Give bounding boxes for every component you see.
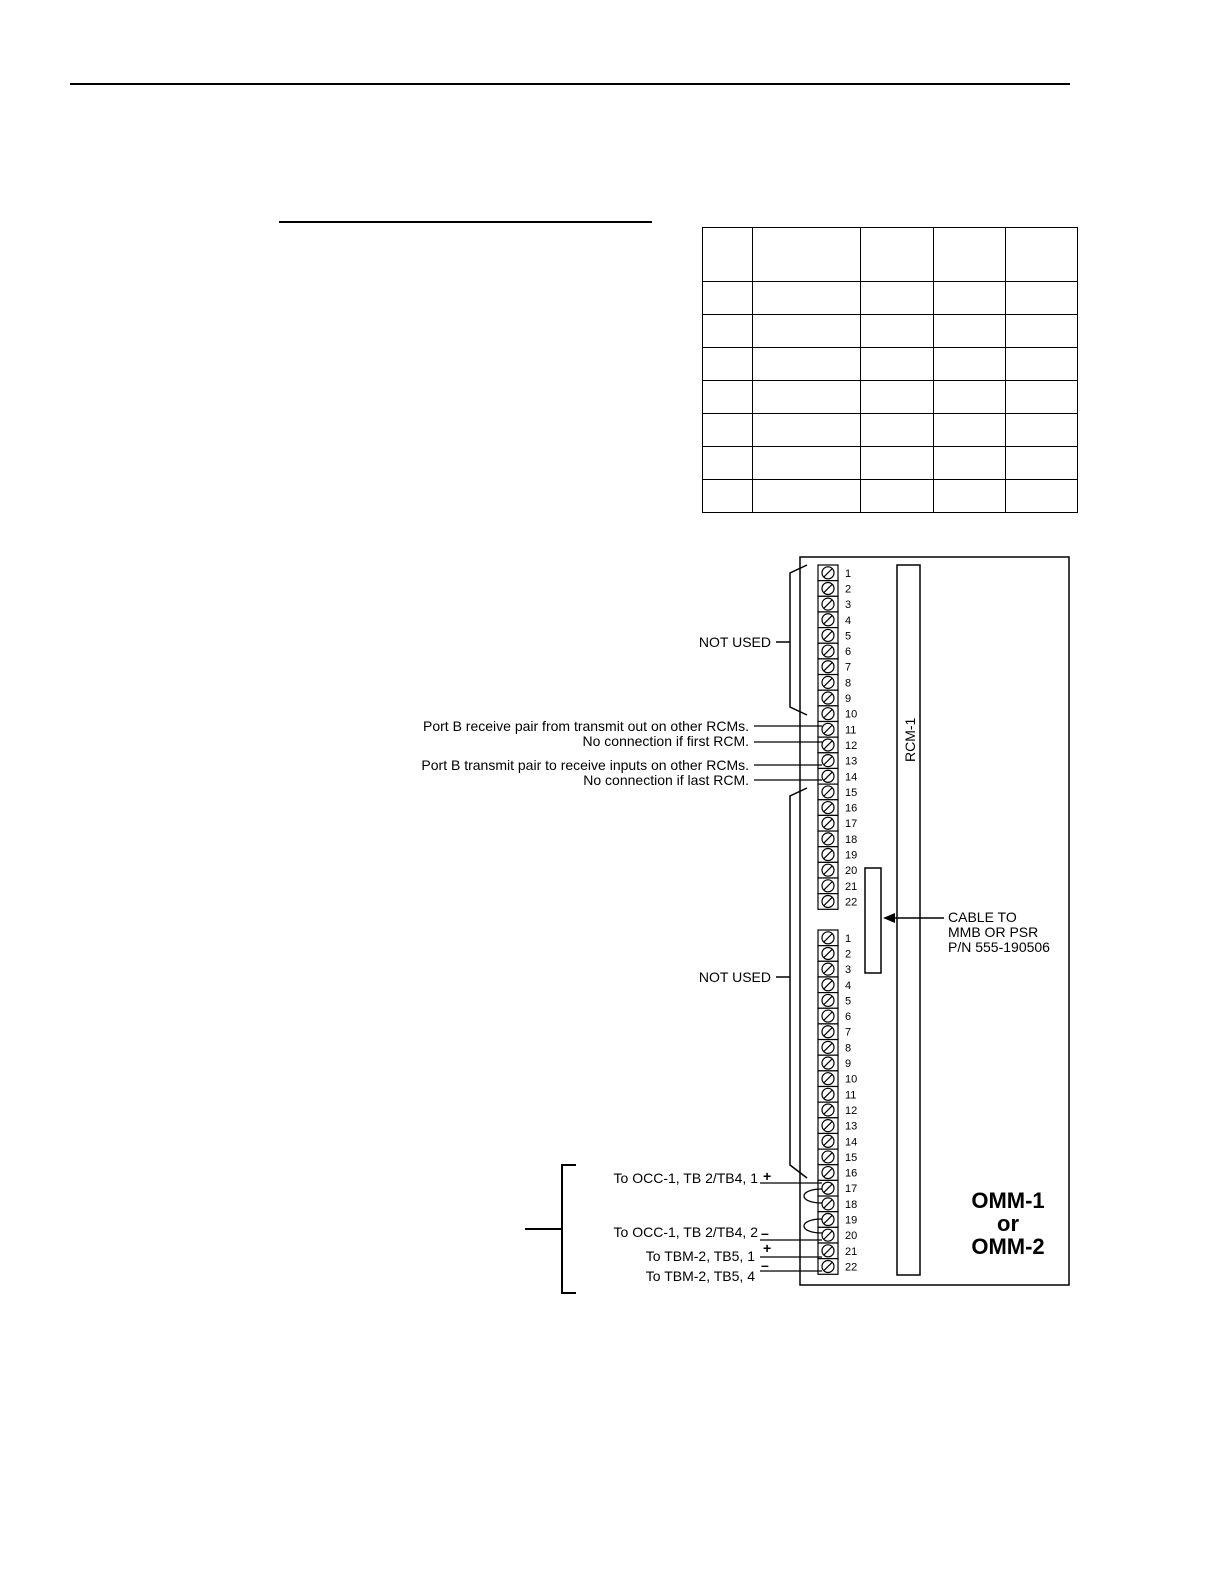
connection-group-bracket <box>562 1165 576 1293</box>
terminal-number: 5 <box>845 630 852 643</box>
port-b-receive-label-1: Port B receive pair from transmit out on other RCMs. <box>423 718 749 734</box>
module-label-line-3: OMM-2 <box>971 1234 1045 1259</box>
terminal-number: 14 <box>845 771 858 784</box>
connection-label-tbm-2-plus: To TBM-2, TB5, 1 <box>645 1248 755 1264</box>
terminal-number: 19 <box>845 1214 858 1227</box>
not-used-bracket-upper <box>790 565 807 715</box>
connection-label-occ-1-plus: To OCC-1, TB 2/TB4, 1 <box>613 1170 758 1186</box>
terminal-number: 10 <box>845 708 858 721</box>
terminal-number: 9 <box>845 1058 852 1071</box>
terminal-number: 12 <box>845 1104 858 1117</box>
not-used-label-upper: NOT USED <box>698 634 771 650</box>
terminal-number: 13 <box>845 755 858 768</box>
module-label-line-2: or <box>997 1211 1019 1236</box>
terminal-number: 6 <box>845 646 852 659</box>
connection-sign-tbm-2-plus: + <box>763 1240 772 1256</box>
terminal-number: 7 <box>845 1026 852 1039</box>
port-b-transmit-label-1: Port B transmit pair to receive inputs on other RCMs. <box>421 757 749 773</box>
terminal-number: 3 <box>845 964 852 977</box>
terminal-number: 16 <box>845 802 858 815</box>
not-used-label-lower: NOT USED <box>698 969 771 985</box>
terminal-number: 14 <box>845 1136 858 1149</box>
terminal-number: 15 <box>845 786 858 799</box>
terminal-number: 16 <box>845 1167 858 1180</box>
cable-label-line-3: P/N 555-190506 <box>948 939 1050 955</box>
cable-arrow-head <box>883 913 895 923</box>
connection-label-tbm-2-minus: To TBM-2, TB5, 4 <box>645 1268 755 1284</box>
terminal-number: 22 <box>845 896 858 909</box>
terminal-number: 13 <box>845 1120 858 1133</box>
terminal-number: 8 <box>845 1042 852 1055</box>
terminal-number: 7 <box>845 661 852 674</box>
terminal-blocks <box>818 565 857 1274</box>
terminal-number: 18 <box>845 833 858 846</box>
terminal-number: 15 <box>845 1151 858 1164</box>
terminal-number: 17 <box>845 818 858 831</box>
terminal-number: 1 <box>845 567 852 580</box>
terminal-number: 11 <box>845 724 857 737</box>
cable-label-line-2: MMB OR PSR <box>948 924 1039 940</box>
terminal-number: 6 <box>845 1011 852 1024</box>
module-board-outline <box>800 557 1069 1285</box>
terminal-number: 12 <box>845 739 858 752</box>
terminal-number: 4 <box>845 614 852 627</box>
terminal-number: 2 <box>845 583 852 596</box>
terminal-number: 4 <box>845 979 852 992</box>
connection-sign-occ-1-plus: + <box>763 1168 772 1184</box>
terminal-number: 20 <box>845 1230 858 1243</box>
module-label-line-1: OMM-1 <box>971 1188 1045 1213</box>
terminal-number: 18 <box>845 1198 858 1211</box>
cable-connector <box>865 868 881 973</box>
terminal-number: 2 <box>845 948 852 961</box>
connection-sign-tbm-2-minus: – <box>761 1257 769 1273</box>
terminal-number: 3 <box>845 599 852 612</box>
terminal-number: 5 <box>845 995 852 1008</box>
terminal-number: 20 <box>845 865 858 878</box>
connection-sign-occ-1-minus: – <box>761 1225 769 1241</box>
port-b-transmit-label-2: No connection if last RCM. <box>583 772 749 788</box>
terminal-number: 9 <box>845 693 852 706</box>
terminal-number: 10 <box>845 1073 858 1086</box>
cable-label-line-1: CABLE TO <box>948 909 1017 925</box>
not-used-bracket-lower <box>790 788 807 1178</box>
terminal-number: 21 <box>845 1245 858 1258</box>
terminal-number: 19 <box>845 849 858 862</box>
terminal-number: 17 <box>845 1183 858 1196</box>
port-b-receive-label-2: No connection if first RCM. <box>582 733 749 749</box>
rcm-label: RCM-1 <box>902 717 918 762</box>
rcm-module-bar <box>897 565 920 1275</box>
terminal-number: 11 <box>845 1089 857 1102</box>
terminal-number: 8 <box>845 677 852 690</box>
terminal-number: 1 <box>845 932 852 945</box>
connection-label-occ-1-minus: To OCC-1, TB 2/TB4, 2 <box>613 1224 758 1240</box>
terminal-number: 21 <box>845 880 858 893</box>
terminal-number: 22 <box>845 1261 858 1274</box>
